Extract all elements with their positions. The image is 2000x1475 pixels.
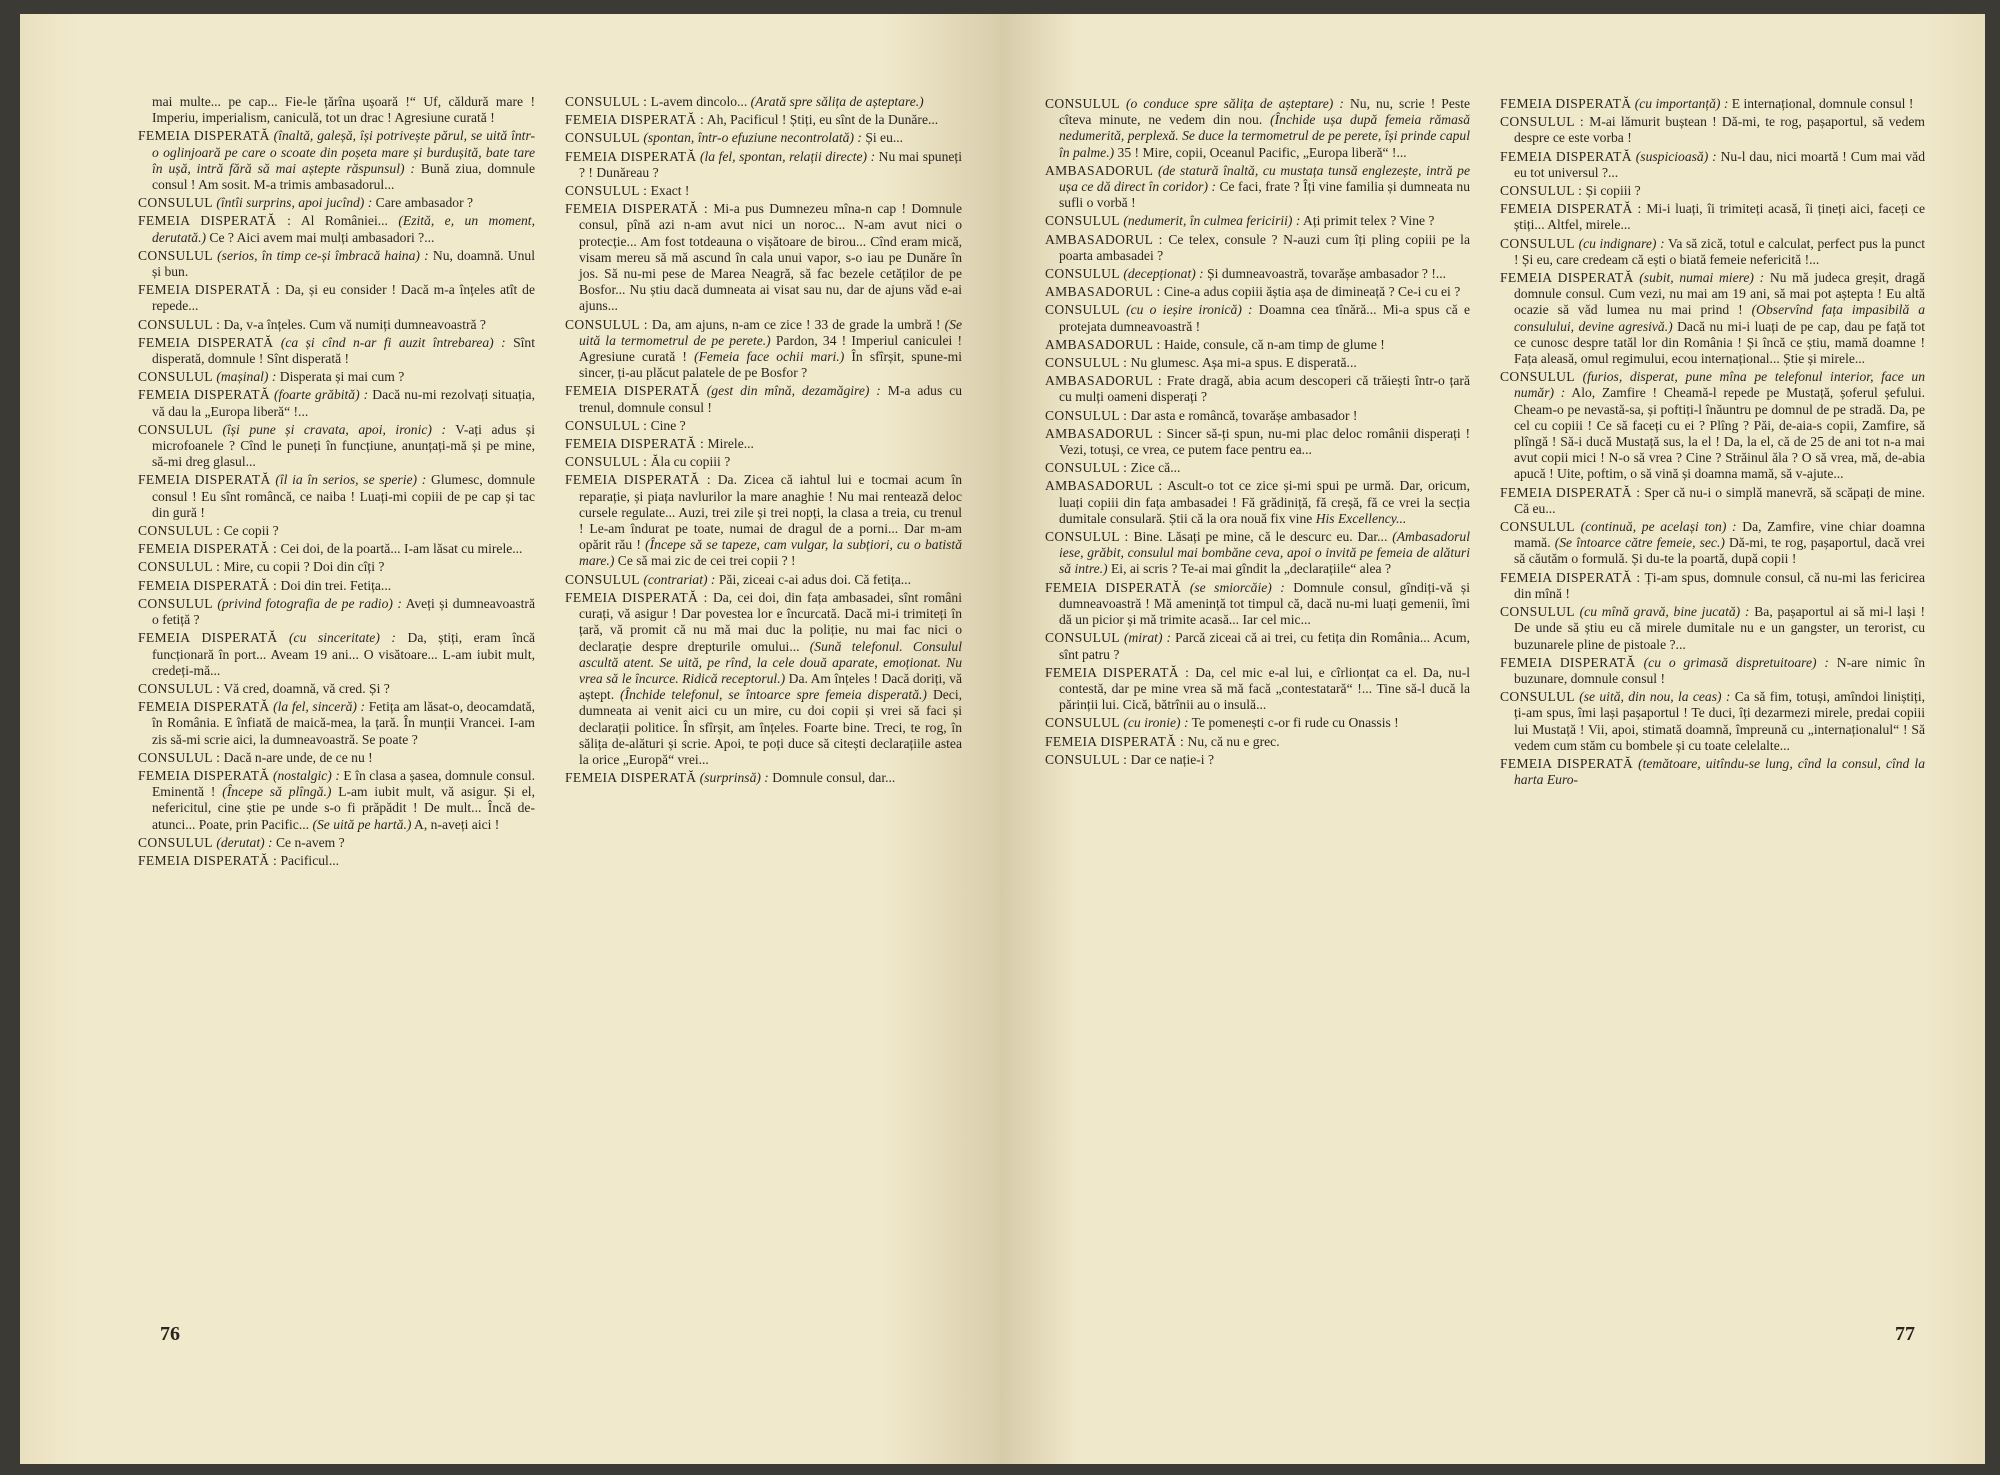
speaker-name: CONSULUL : bbox=[138, 523, 221, 539]
stage-direction: (Sună telefonul. Consulul ascultă atent. Se uită, pe rînd, la cele două aparate, emoționat. Nu vrea să le încurce. Ridică receptorul.) bbox=[579, 638, 962, 686]
speaker-name: CONSULUL bbox=[1045, 213, 1120, 229]
dialogue-paragraph bbox=[565, 201, 962, 314]
dialogue-paragraph bbox=[138, 128, 535, 193]
speaker-name: FEMEIA DISPERATĂ : bbox=[565, 112, 705, 128]
dialogue-paragraph bbox=[1500, 519, 1925, 568]
dialogue-text: Doi din trei. Fetița... bbox=[280, 577, 392, 593]
dialogue-paragraph bbox=[1045, 752, 1470, 768]
dialogue-text: Disperata și mai cum ? bbox=[279, 369, 405, 385]
dialogue-paragraph bbox=[138, 195, 535, 211]
dialogue-paragraph bbox=[1045, 266, 1470, 282]
dialogue-text: Dacă nu-mi rezolvați situația, vă dau la „Europa liberă“ !... bbox=[152, 387, 535, 419]
stage-direction: (întîi surprins, apoi jucînd) : bbox=[216, 195, 373, 211]
stage-direction: (nostalgic) : bbox=[272, 767, 340, 783]
dialogue-text: Vă cred, doamnă, vă cred. Și ? bbox=[223, 680, 390, 696]
speaker-name: CONSULUL bbox=[1500, 604, 1575, 620]
dialogue-paragraph bbox=[565, 472, 962, 569]
dialogue-paragraph bbox=[138, 835, 535, 851]
dialogue-text: E în clasa a șasea, domnule consul. Eminentă ! bbox=[152, 767, 535, 800]
stage-direction: (mirat) : bbox=[1123, 630, 1172, 646]
dialogue-text: Ce ? Aici avem mai mulți ambasadori ?... bbox=[209, 229, 435, 245]
stage-direction: (mașinal) : bbox=[216, 369, 277, 385]
stage-direction: (Închide ușa după femeia rămasă nedumerită, perplexă. Se duce la termometrul de pe perete, își prinde capul în palme.) bbox=[1059, 112, 1470, 160]
dialogue-text: Exact ! bbox=[650, 183, 690, 199]
stage-direction: His Excellency... bbox=[1315, 510, 1407, 526]
dialogue-text: Ba, pașaportul ai să mi-l lași ! De unde să știu eu că mirele dumitale nu e un gangster, un terorist, cu buzunarele pline de pistoale ?... bbox=[1514, 604, 1925, 652]
speaker-name: CONSULUL bbox=[1500, 235, 1575, 251]
dialogue-text: Bine. Lăsați pe mine, că le descurc eu. Dar... bbox=[1133, 529, 1388, 545]
speaker-name: FEMEIA DISPERATĂ bbox=[565, 148, 697, 164]
dialogue-paragraph bbox=[1045, 96, 1470, 161]
dialogue-text: Da, cel mic e-al lui, e cîrlionțat ca el. Da, nu-l contestă, dar pe mine vrea să mă facă „contestatară“ !... Tine să-l ducă la părinții lui. Cică, bătrînii au o insulă... bbox=[1059, 664, 1470, 713]
dialogue-paragraph bbox=[1045, 337, 1470, 353]
speaker-name: CONSULUL : bbox=[1045, 460, 1128, 476]
dialogue-text: Te pomenești c-or fi rude cu Onassis ! bbox=[1191, 715, 1399, 731]
dialogue-text: Sper că nu-i o simplă manevră, să scăpați de mine. Că eu... bbox=[1514, 484, 1925, 516]
stage-direction: (Se uită pe hartă.) bbox=[312, 816, 412, 832]
dialogue-text: Cei doi, de la poartă... I-am lăsat cu mirele... bbox=[280, 541, 523, 557]
speaker-name: CONSULUL : bbox=[565, 94, 648, 109]
dialogue-text: Care ambasador ? bbox=[375, 195, 474, 211]
dialogue-text: L-am iubit mult, vă asigur. Și el, nefericitul, cine știe pe unde s-o fi prăpădit ! De mult... Încă de-atunci... Poate, prin Pacific... bbox=[152, 784, 535, 832]
speaker-name: CONSULUL : bbox=[1500, 114, 1584, 130]
dialogue-text: V-ați adus și microfoanele ? Cînd le puneți în funcțiune, anunțați-mă și pe mine, să-mi dreg glasul... bbox=[152, 421, 535, 470]
left-column-1 bbox=[138, 94, 535, 1384]
stage-direction: (Arată spre sălița de așteptare.) bbox=[750, 94, 924, 109]
speaker-name: FEMEIA DISPERATĂ bbox=[1500, 96, 1632, 111]
dialogue-text: Ce faci, frate ? Îți vine familia și dumneata nu sufli o vorbă ! bbox=[1059, 179, 1470, 211]
dialogue-text: Nu, că nu e grec. bbox=[1187, 733, 1280, 749]
dialogue-paragraph bbox=[1500, 485, 1925, 517]
speaker-name: FEMEIA DISPERATĂ : bbox=[1500, 484, 1641, 500]
speaker-name: CONSULUL : bbox=[1045, 751, 1128, 767]
speaker-name: CONSULUL bbox=[1045, 302, 1120, 318]
left-page-columns bbox=[138, 94, 962, 1384]
stage-direction: (furios, disperat, pune mîna pe telefonul interior, face un număr) : bbox=[1514, 369, 1925, 401]
dialogue-text: Păi, ziceai c-ai adus doi. Că fetița... bbox=[718, 571, 911, 587]
dialogue-paragraph bbox=[565, 112, 962, 128]
dialogue-text: Haide, consule, că n-am timp de glume ! bbox=[1163, 336, 1385, 352]
speaker-name: FEMEIA DISPERATĂ bbox=[565, 770, 697, 786]
speaker-name: CONSULUL : bbox=[138, 749, 221, 765]
dialogue-text: Da, Zamfire, vine chiar doamna mamă. bbox=[1514, 519, 1925, 551]
left-column-2 bbox=[565, 94, 962, 1384]
dialogue-text: Da, cei doi, din fața ambasadei, sînt români curați, vă asigur ! Dar povestea lor e încurcată. Dacă mi-i trimiteți în țară, vă promit că nu mă mai duc la poliție, nu mai fac nici o declarație despre drepturile omului... bbox=[579, 589, 962, 654]
dialogue-text: Ce copii ? bbox=[223, 523, 279, 539]
stage-direction: (se smiorcăie) : bbox=[1189, 579, 1285, 595]
dialogue-text: N-are nimic în buzunare, domnule consul ! bbox=[1514, 654, 1925, 686]
dialogue-paragraph bbox=[1045, 426, 1470, 458]
dialogue-text: Da, v-a înțeles. Cum vă numiți dumneavoastră ? bbox=[223, 316, 486, 332]
dialogue-text: Dar ce nație-i ? bbox=[1130, 751, 1214, 767]
dialogue-text: Frate dragă, abia acum descoperi că trăiești într-o țară cu mulți oameni disperați ? bbox=[1059, 373, 1470, 405]
stage-direction: (la fel, sinceră) : bbox=[273, 699, 366, 715]
stage-direction: (surprinsă) : bbox=[699, 770, 769, 786]
speaker-name: FEMEIA DISPERATĂ : bbox=[138, 213, 292, 229]
dialogue-text: Dar asta e româncă, tovarășe ambasador ! bbox=[1130, 407, 1358, 423]
dialogue-text: 35 ! Mire, copii, Oceanul Pacific, „Europa liberă“ !... bbox=[1117, 144, 1407, 160]
speaker-name: CONSULUL bbox=[1500, 369, 1575, 385]
speaker-name: FEMEIA DISPERATĂ : bbox=[138, 541, 278, 557]
dialogue-paragraph bbox=[1500, 369, 1925, 482]
dialogue-text: Mire, cu copii ? Doi din cîți ? bbox=[223, 559, 385, 575]
dialogue-text: Mirele... bbox=[707, 436, 754, 452]
speaker-name: CONSULUL : bbox=[1045, 355, 1128, 371]
speaker-name: FEMEIA DISPERATĂ : bbox=[565, 436, 705, 452]
dialogue-text: Nu glumesc. Așa mi-a spus. E disperată... bbox=[1130, 355, 1357, 371]
dialogue-paragraph bbox=[565, 317, 962, 382]
stage-direction: (de statură înaltă, cu mustața tunsă englezește, intră pe ușa ce dă direct în coridor) : bbox=[1059, 162, 1470, 195]
dialogue-text: L-avem dincolo... bbox=[650, 94, 748, 109]
left-page bbox=[20, 14, 1000, 1464]
dialogue-paragraph bbox=[1045, 460, 1470, 476]
dialogue-text: Ce telex, consule ? N-auzi cum îți pling copiii pe la poarta ambasadei ? bbox=[1059, 231, 1470, 263]
dialogue-text: Nu-l dau, nici moartă ! Cum mai văd eu tot universul ?... bbox=[1514, 148, 1925, 180]
right-page bbox=[1000, 14, 1985, 1464]
dialogue-text: Deci, dumneata ai venit aici cu un mire, cu doi copii și vrei să faci și declarații politice. În sfîrșit, am înțeles. Foarte bine. Treci, te rog, în sălița de-alături și scrie. Apoi, te poți duce să citești declarațiile astea la orice „Europă“ vrei... bbox=[579, 687, 962, 767]
dialogue-text: Ascult-o tot ce zice și-mi spui pe urmă. Dar, oricum, luați copiii din fața ambasadei ! Fă grădiniță, fă creșă, fă ce vrei la secția dumitale consulară. Știi că la ora nouă fix vine bbox=[1059, 478, 1470, 526]
dialogue-paragraph bbox=[138, 630, 535, 679]
stage-direction: (o conduce spre sălița de așteptare) : bbox=[1125, 96, 1344, 111]
speaker-name: FEMEIA DISPERATĂ : bbox=[1500, 569, 1641, 585]
speaker-name: CONSULUL : bbox=[565, 417, 648, 433]
speaker-name: AMBASADORUL : bbox=[1045, 373, 1162, 389]
stage-direction: (înaltă, galeșă, își potrivește părul, se uită într-o oglinjoară pe care o scoate din poșeta mare și burdușită, bate tare în ușă, intră fără să mai aștepte răspunsul) : bbox=[152, 128, 535, 176]
dialogue-paragraph bbox=[1045, 580, 1470, 629]
dialogue-text: Sincer să-ți spun, nu-mi plac deloc românii disperați ! Vezi, totuși, ce vrea, ce putem face pentru ea... bbox=[1059, 425, 1470, 458]
dialogue-paragraph bbox=[1045, 715, 1470, 731]
stage-direction: (Observînd fața impasibilă a consulului, devine agresivă.) bbox=[1514, 302, 1925, 334]
dialogue-text: Doamna cea tînără... Mi-a spus că e protejata dumneavoastră ! bbox=[1059, 302, 1470, 334]
dialogue-paragraph bbox=[565, 183, 962, 199]
dialogue-paragraph bbox=[1045, 355, 1470, 371]
dialogue-paragraph bbox=[1045, 373, 1470, 405]
dialogue-text: Aveți și dumneavoastră o fetiță ? bbox=[152, 595, 535, 628]
speaker-name: CONSULUL : bbox=[1045, 407, 1128, 423]
stage-direction: (cu sinceritate) : bbox=[289, 630, 396, 646]
dialogue-text: Nu, doamnă. Unul și bun. bbox=[152, 247, 535, 280]
speaker-name: CONSULUL : bbox=[1045, 529, 1129, 545]
right-column-1 bbox=[1045, 96, 1470, 1386]
stage-direction: (cu ironie) : bbox=[1123, 715, 1189, 731]
dialogue-text: Ca să fim, totuși, amîndoi liniștiți, ți-am spus, îmi lași pașaportul ! Te duci, îți dezarmezi mirele, predai copiii lui Mustață ! Vii, apoi, stimată doamnă, împreună cu „internaționalul“ ! Să vedem cum stăm cu bombele și cu toate celelalte... bbox=[1514, 689, 1925, 753]
dialogue-text: Glumesc, domnule consul ! Eu sînt româncă, ce naiba ! Luați-mi copiii de pe cap și tac din gură ! bbox=[152, 472, 535, 520]
speaker-name: FEMEIA DISPERATĂ bbox=[138, 334, 274, 350]
right-page-columns bbox=[1045, 96, 1925, 1386]
dialogue-paragraph bbox=[565, 383, 962, 415]
dialogue-paragraph bbox=[1045, 665, 1470, 714]
dialogue-text: Da, am ajuns, n-am ce zice ! 33 de grade la umbră ! bbox=[651, 316, 941, 332]
dialogue-paragraph bbox=[1045, 630, 1470, 662]
dialogue-paragraph bbox=[565, 770, 962, 786]
dialogue-paragraph bbox=[1500, 201, 1925, 233]
speaker-name: FEMEIA DISPERATĂ bbox=[1500, 148, 1632, 164]
speaker-name: CONSULUL bbox=[565, 130, 640, 146]
stage-direction: (Se întoarce către femeie, sec.) bbox=[1554, 535, 1725, 551]
stage-direction: (contrariat) : bbox=[643, 571, 716, 587]
dialogue-paragraph bbox=[1500, 270, 1925, 367]
speaker-name: CONSULUL bbox=[138, 421, 213, 437]
dialogue-text: Da. Zicea că iahtul lui e tocmai acum în reparație, și piața navlurilor la mare anaghie ! Nu mai rentează deloc cursele regulate... Auzi, trei zile și trei nopți, la clasa a treia, cu trenul ! Le-am îndurat pe toate, numai de dragul de a porni... Dar m-am opărit rău ! bbox=[579, 472, 962, 553]
dialogue-text: Dacă n-are unde, de ce nu ! bbox=[223, 749, 373, 765]
dialogue-text: Da. Am înțeles ! Dacă doriți, vă aștept. bbox=[579, 670, 962, 703]
speaker-name: FEMEIA DISPERATĂ : bbox=[138, 282, 280, 298]
dialogue-paragraph bbox=[1500, 236, 1925, 268]
dialogue-paragraph bbox=[138, 387, 535, 419]
dialogue-paragraph bbox=[138, 317, 535, 333]
speaker-name: FEMEIA DISPERATĂ : bbox=[1045, 733, 1185, 749]
dialogue-paragraph bbox=[1045, 284, 1470, 300]
stage-direction: (serios, în timp ce-și îmbracă haina) : bbox=[217, 247, 429, 263]
speaker-name: FEMEIA DISPERATĂ bbox=[138, 767, 270, 783]
speaker-name: CONSULUL bbox=[1045, 715, 1120, 731]
speaker-name: CONSULUL bbox=[138, 834, 213, 850]
dialogue-text: E internațional, domnule consul ! bbox=[1731, 96, 1914, 111]
dialogue-paragraph bbox=[1500, 114, 1925, 146]
stage-direction: (Se uită la termometrul de pe perete.) bbox=[579, 316, 962, 348]
dialogue-text: Alo, Zamfire ! Cheamă-l repede pe Mustață, șoferul șefului. Cheam-o pe nevastă-sa, și poftiți-l înăuntru pe domnul de pe stradă. Da, pe cel cu copiii ! Ce să faceți cu ei ? Plîng ? Păi, de-aia-s copii, Zamfire, să plîngă ! Să-i ducă Mustață sus, la el ! Da, la el, că de 25 de ani tot n-a mai avut copii mici ! N-o să vrea ? Cine ? Străinul ăla ? O să vrea, mă, de-abia apucă ! Uite, poftim, o să vină și doamna mamă, să v-ajute... bbox=[1514, 385, 1925, 482]
dialogue-text: Da, și eu consider ! Dacă m-a înțeles atît de repede... bbox=[152, 282, 535, 314]
dialogue-paragraph bbox=[1500, 689, 1925, 754]
dialogue-paragraph bbox=[138, 559, 535, 575]
stage-direction: (Închide telefonul, se întoarce spre femeia disperată.) bbox=[620, 687, 927, 703]
speaker-name: CONSULUL bbox=[1500, 519, 1575, 535]
dialogue-text: Nu mă judeca greșit, dragă domnule consul. Cum vezi, nu mai am 19 ani, să mai pot aștepta ! Eu altă ocazie să văd lumea nu mai prind ! bbox=[1514, 270, 1925, 318]
dialogue-text: Ăla cu copiii ? bbox=[650, 454, 731, 470]
stage-direction: (la fel, spontan, relații directe) : bbox=[699, 148, 876, 164]
dialogue-text: Ce n-avem ? bbox=[275, 834, 345, 850]
dialogue-text: Și dumneavoastră, tovarășe ambasador ? !... bbox=[1207, 266, 1447, 282]
dialogue-text: Și copiii ? bbox=[1585, 183, 1641, 199]
dialogue-paragraph bbox=[138, 248, 535, 280]
dialogue-paragraph bbox=[565, 130, 962, 146]
dialogue-text: Mi-i luați, îi trimiteți acasă, îi țineți aici, faceți ce știți... Altfel, mirele... bbox=[1514, 201, 1925, 233]
speaker-name: FEMEIA DISPERATĂ bbox=[138, 472, 271, 488]
stage-direction: (nedumerit, în culmea fericirii) : bbox=[1123, 213, 1301, 229]
dialogue-paragraph bbox=[138, 853, 535, 869]
dialogue-text: A, n-aveți aici ! bbox=[414, 816, 500, 832]
speaker-name: AMBASADORUL : bbox=[1045, 478, 1163, 494]
stage-direction: (Ezită, e, un moment, derutată.) bbox=[152, 213, 535, 245]
dialogue-text: Dă-mi, te rog, pașaportul, dacă vrei să căutăm o formulă. Și du-te la poartă, după copii ! bbox=[1514, 535, 1925, 567]
speaker-name: FEMEIA DISPERATĂ bbox=[1500, 755, 1633, 771]
dialogue-text: Va să zică, totul e calculat, perfect pus la punct ! Și eu, care credeam că ești o biată femeie nefericită !... bbox=[1514, 235, 1925, 267]
speaker-name: FEMEIA DISPERATĂ : bbox=[565, 201, 708, 217]
stage-direction: (ca și cînd n-ar fi auzit întrebarea) : bbox=[280, 334, 506, 350]
speaker-name: FEMEIA DISPERATĂ bbox=[1500, 270, 1634, 286]
stage-direction: (privind fotografia de pe radio) : bbox=[217, 595, 402, 611]
dialogue-paragraph bbox=[138, 282, 535, 314]
dialogue-text: Fetița am lăsat-o, deocamdată, în România. E înfiată de maică-mea, la țară. În munții Vrancei. I-am zis să-mi scrie aici, la dumneavoastră. Se poate ? bbox=[152, 699, 535, 747]
dialogue-paragraph bbox=[138, 699, 535, 748]
dialogue-text: Domnule consul, gîndiți-vă și dumneavoastră ! Mă amenință tot timpul că, dacă nu-mi luați gemenii, îmi dă un picior și mă trimite acasă... Iar cel mic... bbox=[1059, 579, 1470, 628]
stage-direction: (cu importanță) : bbox=[1634, 96, 1729, 111]
dialogue-paragraph bbox=[565, 590, 962, 768]
speaker-name: AMBASADORUL : bbox=[1045, 284, 1161, 300]
dialogue-text: Sînt disperată, domnule ! Sînt disperată ! bbox=[152, 334, 535, 367]
dialogue-paragraph bbox=[138, 750, 535, 766]
stage-direction: (decepționat) : bbox=[1123, 266, 1204, 282]
dialogue-paragraph bbox=[1500, 96, 1925, 112]
stage-direction: (gest din mînă, dezamăgire) : bbox=[706, 383, 881, 399]
dialogue-paragraph bbox=[1500, 655, 1925, 687]
dialogue-text: Cine-a adus copiii ăștia așa de dimineață ? Ce-i cu ei ? bbox=[1163, 284, 1461, 300]
dialogue-paragraph bbox=[565, 572, 962, 588]
dialogue-text: Nu mai spuneți ? ! Dunăreau ? bbox=[579, 148, 962, 180]
stage-direction: (Începe să plîngă.) bbox=[222, 784, 332, 800]
speaker-name: FEMEIA DISPERATĂ bbox=[138, 699, 270, 715]
stage-direction: (cu o grimasă dispretuitoare) : bbox=[1643, 654, 1829, 670]
stage-direction: (foarte grăbită) : bbox=[274, 387, 369, 403]
speaker-name: CONSULUL : bbox=[138, 559, 221, 575]
dialogue-paragraph bbox=[138, 472, 535, 521]
dialogue-text: M-a adus cu trenul, domnule consul ! bbox=[579, 383, 962, 415]
speaker-name: FEMEIA DISPERATĂ bbox=[565, 383, 700, 399]
speaker-name: FEMEIA DISPERATĂ bbox=[138, 630, 278, 646]
speaker-name: AMBASADORUL : bbox=[1045, 336, 1161, 352]
speaker-name: FEMEIA DISPERATĂ : bbox=[138, 852, 278, 868]
dialogue-text: Și eu... bbox=[865, 130, 904, 146]
dialogue-text: Ei, ai scris ? Te-ai mai gîndit la „declarațiile“ alea ? bbox=[1111, 561, 1391, 577]
dialogue-paragraph bbox=[1045, 408, 1470, 424]
speaker-name: CONSULUL bbox=[565, 571, 640, 587]
dialogue-paragraph bbox=[138, 578, 535, 594]
dialogue-paragraph bbox=[138, 681, 535, 697]
stage-direction: (cu o ieșire ironică) : bbox=[1126, 302, 1253, 318]
speaker-name: CONSULUL bbox=[1045, 96, 1120, 111]
speaker-name: FEMEIA DISPERATĂ : bbox=[1045, 664, 1190, 680]
speaker-name: CONSULUL bbox=[1045, 630, 1120, 646]
speaker-name: FEMEIA DISPERATĂ : bbox=[565, 589, 708, 605]
speaker-name: CONSULUL bbox=[138, 247, 213, 263]
dialogue-paragraph bbox=[1045, 734, 1470, 750]
stage-direction: (cu indignare) : bbox=[1578, 235, 1665, 251]
speaker-name: CONSULUL bbox=[1045, 266, 1120, 282]
dialogue-text: Cine ? bbox=[650, 417, 686, 433]
dialogue-paragraph bbox=[1500, 756, 1925, 788]
stage-direction: (suspicioasă) : bbox=[1635, 148, 1717, 164]
dialogue-paragraph bbox=[565, 436, 962, 452]
stage-direction: (Ambasadorul iese, grăbit, consulul mai bombăne ceva, apoi o invită pe femeia de alături să intre.) bbox=[1059, 529, 1470, 577]
speaker-name: CONSULUL bbox=[138, 195, 213, 211]
stage-direction: (cu mînă gravă, bine jucată) : bbox=[1579, 604, 1750, 620]
dialogue-paragraph bbox=[1500, 604, 1925, 653]
dialogue-paragraph bbox=[565, 149, 962, 181]
speaker-name: CONSULUL bbox=[1500, 689, 1575, 705]
dialogue-paragraph bbox=[1045, 302, 1470, 334]
speaker-name: CONSULUL : bbox=[138, 680, 221, 696]
speaker-name: CONSULUL : bbox=[1500, 183, 1583, 199]
dialogue-paragraph bbox=[565, 418, 962, 434]
dialogue-paragraph bbox=[138, 523, 535, 539]
dialogue-text: Da, știți, eram încă funcționară în port... Aveam 19 ani... O visătoare... L-am iubit mult, credeți-mă... bbox=[152, 630, 535, 678]
stage-direction: (derutat) : bbox=[216, 834, 273, 850]
speaker-name: FEMEIA DISPERATĂ bbox=[1045, 579, 1182, 595]
speaker-name: CONSULUL : bbox=[138, 316, 221, 332]
dialogue-paragraph bbox=[1045, 232, 1470, 264]
stage-direction: (spontan, într-o efuziune necontrolată) : bbox=[643, 130, 862, 146]
dialogue-text: Domnule consul, dar... bbox=[772, 770, 896, 786]
dialogue-text: Nu, nu, scrie ! Peste cîteva minute, ne vedem din nou. bbox=[1059, 96, 1470, 128]
dialogue-text: Dacă nu mi-i luați de pe cap, dau pe față tot ce cunosc despre tatăl lor din România ! Și încă ce știu, mamă doamne ! Fața aleasă, omul regimului, ecou internațional... Știe și mirele... bbox=[1514, 318, 1925, 367]
speaker-name: CONSULUL : bbox=[565, 454, 648, 470]
dialogue-paragraph bbox=[138, 596, 535, 628]
dialogue-paragraph bbox=[1045, 478, 1470, 527]
dialogue-paragraph bbox=[138, 213, 535, 245]
dialogue-paragraph bbox=[138, 335, 535, 367]
dialogue-text: Ți-am spus, domnule consul, că nu-mi las fericirea din mînă ! bbox=[1514, 569, 1925, 601]
stage-direction: (subit, numai miere) : bbox=[1639, 270, 1765, 286]
dialogue-paragraph bbox=[565, 94, 962, 110]
dialogue-text: mai multe... pe cap... Fie-le țărîna ușoară !“ Uf, căldură mare ! Imperiu, imperialism, caniculă, tot un drac ! Agresiune curată ! bbox=[152, 94, 535, 126]
page-number: 77 bbox=[1895, 1323, 1915, 1345]
speaker-name: AMBASADORUL bbox=[1045, 162, 1154, 178]
right-column-2 bbox=[1500, 96, 1925, 1386]
stage-direction: (continuă, pe același ton) : bbox=[1580, 519, 1737, 535]
stage-direction: (se uită, din nou, la ceas) : bbox=[1579, 689, 1731, 705]
speaker-name: AMBASADORUL : bbox=[1045, 231, 1163, 247]
dialogue-text: În sfîrșit, spune-mi sincer, ți-au plăcut palatele de pe Bosfor ? bbox=[579, 349, 962, 381]
speaker-name: CONSULUL : bbox=[565, 316, 648, 332]
dialogue-paragraph bbox=[138, 94, 535, 126]
speaker-name: FEMEIA DISPERATĂ bbox=[1500, 654, 1636, 670]
speaker-name: FEMEIA DISPERATĂ : bbox=[565, 472, 711, 488]
stage-direction: (Femeia face ochii mari.) bbox=[694, 349, 845, 365]
dialogue-paragraph bbox=[1045, 529, 1470, 578]
dialogue-text: Bună ziua, domnule consul ! Am sosit. M-a trimis ambasadorul... bbox=[152, 160, 535, 193]
dialogue-paragraph bbox=[138, 422, 535, 471]
dialogue-paragraph bbox=[1045, 213, 1470, 229]
dialogue-paragraph bbox=[1500, 149, 1925, 181]
stage-direction: (temătoare, uitîndu-se lung, cînd la consul, cînd la harta Euro- bbox=[1514, 755, 1925, 788]
dialogue-paragraph bbox=[1500, 183, 1925, 199]
dialogue-text: Al României... bbox=[300, 213, 388, 229]
speaker-name: CONSULUL bbox=[138, 595, 213, 611]
dialogue-text: Parcă ziceai că ai trei, cu fetița din România... Acum, sînt patru ? bbox=[1059, 630, 1470, 662]
stage-direction: (își pune și cravata, apoi, ironic) : bbox=[222, 421, 446, 437]
speaker-name: FEMEIA DISPERATĂ : bbox=[138, 577, 278, 593]
speaker-name: FEMEIA DISPERATĂ bbox=[138, 128, 270, 144]
dialogue-text: Ce să mai zic de cei trei copii ? ! bbox=[617, 553, 796, 569]
speaker-name: CONSULUL bbox=[138, 369, 213, 385]
dialogue-paragraph bbox=[1045, 163, 1470, 212]
dialogue-text: Ați primit telex ? Vine ? bbox=[1303, 213, 1435, 229]
dialogue-text: M-ai lămurit buștean ! Dă-mi, te rog, pașaportul, să vedem despre ce este vorba ! bbox=[1514, 114, 1925, 146]
speaker-name: AMBASADORUL : bbox=[1045, 425, 1162, 441]
stage-direction: (îl ia în serios, se sperie) : bbox=[275, 472, 427, 488]
dialogue-paragraph bbox=[138, 369, 535, 385]
dialogue-paragraph bbox=[565, 454, 962, 470]
dialogue-paragraph bbox=[138, 768, 535, 833]
dialogue-paragraph bbox=[138, 541, 535, 557]
dialogue-paragraph bbox=[1500, 570, 1925, 602]
page-number: 76 bbox=[160, 1323, 180, 1345]
dialogue-text: Zice că... bbox=[1130, 460, 1181, 476]
dialogue-text: Ah, Pacificul ! Știți, eu sînt de la Dunăre... bbox=[706, 112, 939, 128]
dialogue-text: Mi-a pus Dumnezeu mîna-n cap ! Domnule consul, pînă azi n-am avut nici un noroc... N-am avut nici o protecție... Am fost totdeauna o vișătoare de birou... Cînd eram mică, visam mereu să mă ascund în cala unui vapor, s-o iau pe Dunăre în jos. Să nu-mi pese de Marea Neagră, să fac bezele cetăților de pe Bosfor... Nu știu dacă dumneata ai visat sau nu, dar de ajuns văd e-ai ajuns... bbox=[579, 201, 962, 314]
dialogue-text: Pardon, 34 ! Imperiul caniculei ! Agresiune curată ! bbox=[579, 332, 962, 365]
stage-direction: (Începe să se tapeze, cam vulgar, la subțiori, cu o batistă mare.) bbox=[579, 537, 962, 569]
speaker-name: CONSULUL : bbox=[565, 183, 648, 199]
dialogue-text: Pacificul... bbox=[280, 852, 340, 868]
speaker-name: FEMEIA DISPERATĂ : bbox=[1500, 201, 1642, 217]
speaker-name: FEMEIA DISPERATĂ bbox=[138, 387, 270, 403]
